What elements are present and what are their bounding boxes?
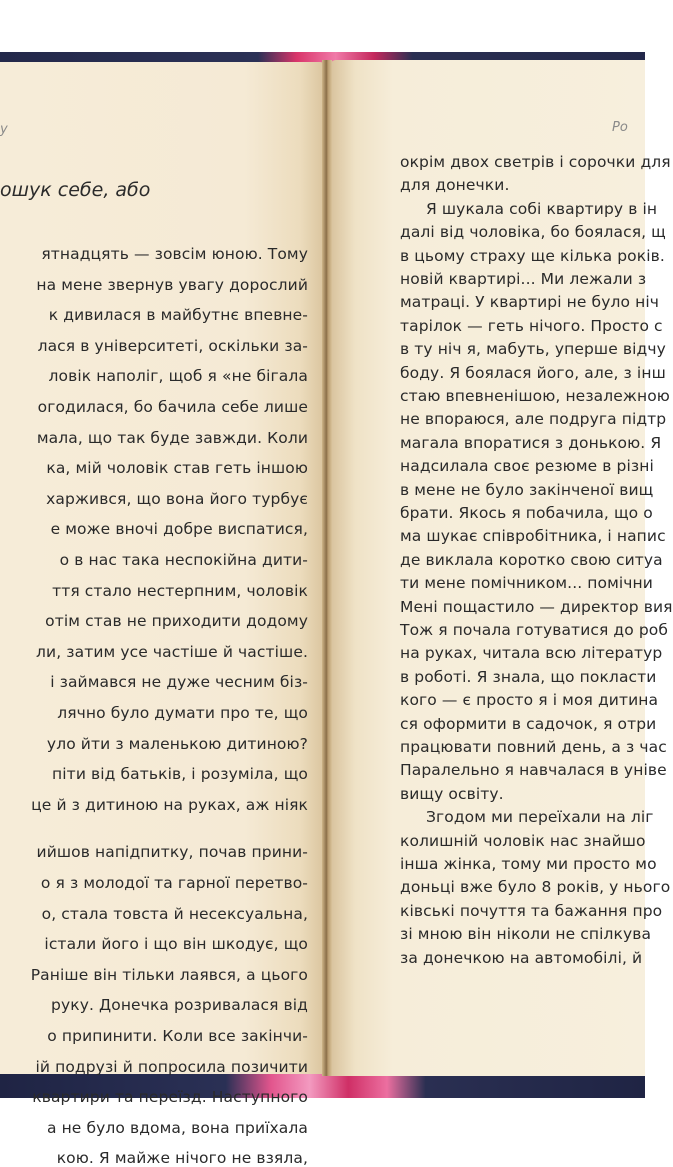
text-line: кого — є просто я і моя дитина	[400, 691, 659, 710]
text-line: де виклала коротко свою ситуа	[400, 550, 663, 569]
text-line: зі мною він ніколи не спілкува	[400, 925, 652, 944]
text-line: інша жінка, тому ми просто мо	[400, 855, 657, 873]
text-line: ловік наполіг, щоб я «не бігала	[48, 367, 308, 386]
text-line: о, стала товста й несексуальна,	[41, 904, 308, 923]
text-line: працювати повний день, а з час	[400, 738, 667, 756]
text-line: Згодом ми переїхали на ліг	[426, 808, 654, 827]
text-line: квартири та переїзд. Наступного	[32, 1088, 308, 1107]
text-line: брати. Якось я побачила, що о	[400, 504, 653, 522]
right-page	[330, 60, 673, 1076]
text-line: тарілок — геть нічого. Просто с	[400, 316, 663, 335]
text-line: ятнадцять — зовсім юною. Тому	[41, 245, 308, 263]
text-line: в ту ніч я, мабуть, уперше відчу	[400, 340, 666, 359]
text-line: не впораюся, але подруга підтр	[400, 410, 667, 429]
text-line: кою. Я майже нічого не взяла,	[56, 1149, 308, 1167]
text-line: боду. Я боялася його, але, з інш	[400, 363, 666, 382]
text-line: стаю впевненішою, незалежною	[400, 387, 670, 405]
text-line: ття стало нестерпним, чоловік	[52, 581, 308, 600]
text-line: на руках, читала всю літератур	[400, 644, 663, 663]
text-line: доньці вже було 8 років, у нього	[400, 878, 671, 897]
text-line: огодилася, бо бачила себе лише	[37, 398, 308, 416]
text-line: о в нас така неспокійна дити-	[59, 551, 308, 569]
text-line: о припинити. Коли все закінчи-	[47, 1027, 308, 1045]
text-line: за донечкою на автомобілі, й	[400, 948, 643, 967]
text-line: о я з молодої та гарної перетво-	[40, 874, 308, 892]
text-line: мала, що так буде завжди. Коли	[36, 428, 308, 447]
text-line: і займався не дуже чесним біз-	[50, 673, 308, 692]
text-line: Мені пощастило — директор вия	[400, 597, 673, 616]
text-line: ма шукає співробітника, і напис	[400, 527, 666, 546]
text-line: піти від батьків, і розуміла, що	[52, 765, 308, 784]
text-line: руку. Донечка розривалася від	[51, 996, 308, 1015]
text-line: лячно було думати про те, що	[57, 704, 308, 722]
text-line: на мене звернув увагу дорослий	[36, 275, 308, 294]
text-line: далі від чоловіка, бо боялася, щ	[400, 223, 666, 242]
text-line: матраці. У квартирі не було ніч	[400, 293, 659, 312]
text-line: Тож я почала готуватися до роб	[400, 621, 669, 639]
text-line: ківські почуття та бажання про	[400, 901, 663, 920]
text-line: ій подрузі й попросила позичити	[35, 1057, 308, 1076]
text-line: а не було вдома, вона приїхала	[46, 1118, 308, 1137]
text-line: колишній чоловік нас знайшо	[400, 831, 646, 850]
text-line: е може вночі добре виспатися,	[50, 520, 308, 539]
text-line: харжився, що вона його турбує	[46, 489, 308, 508]
left-running-head: у	[0, 122, 8, 137]
right-running-head: Ро	[612, 120, 628, 135]
text-line: істали його і що він шкодує, що	[44, 935, 308, 954]
text-line: ти мене помічником... помічни	[400, 574, 653, 593]
text-line: надсилала своє резюме в різні	[400, 457, 654, 476]
book-gutter	[322, 60, 332, 1076]
text-line: окрім двох светрів і сорочки для	[400, 153, 671, 171]
text-line: ли, затим усе частіше й частіше.	[36, 642, 308, 661]
text-line: магала впоратися з донькою. Я	[400, 433, 662, 452]
text-line: це й з дитиною на руках, аж ніяк	[31, 795, 308, 814]
text-line: уло йти з маленькою дитиною?	[46, 734, 308, 753]
text-line: в мене не було закінченої вищ	[400, 480, 654, 499]
text-line: Паралельно я навчалася в уніве	[400, 761, 667, 780]
text-line: к дивилася в майбутнє впевне-	[48, 306, 308, 325]
text-line: ка, мій чоловік став геть іншою	[46, 459, 308, 478]
text-line: Я шукала собі квартиру в ін	[426, 199, 658, 218]
text-line: ийшов напідпитку, почав прини-	[36, 843, 308, 862]
text-line: в роботі. Я знала, що покласти	[400, 667, 657, 686]
left-page	[0, 62, 326, 1167]
text-line: Раніше він тільки лаявся, а цього	[30, 965, 308, 984]
text-line: отім став не приходити додому	[45, 612, 308, 631]
text-line: для донечки.	[400, 176, 510, 195]
text-line: лася в університеті, оскільки за-	[37, 336, 308, 355]
text-line: новій квартирі... Ми лежали з	[400, 270, 647, 288]
text-line: в цьому страху ще кілька років.	[400, 246, 665, 265]
chapter-title: ошук себе, або	[0, 179, 151, 201]
text-line: вищу освіту.	[400, 784, 504, 803]
text-line: ся оформити в садочок, я отри	[400, 714, 657, 733]
